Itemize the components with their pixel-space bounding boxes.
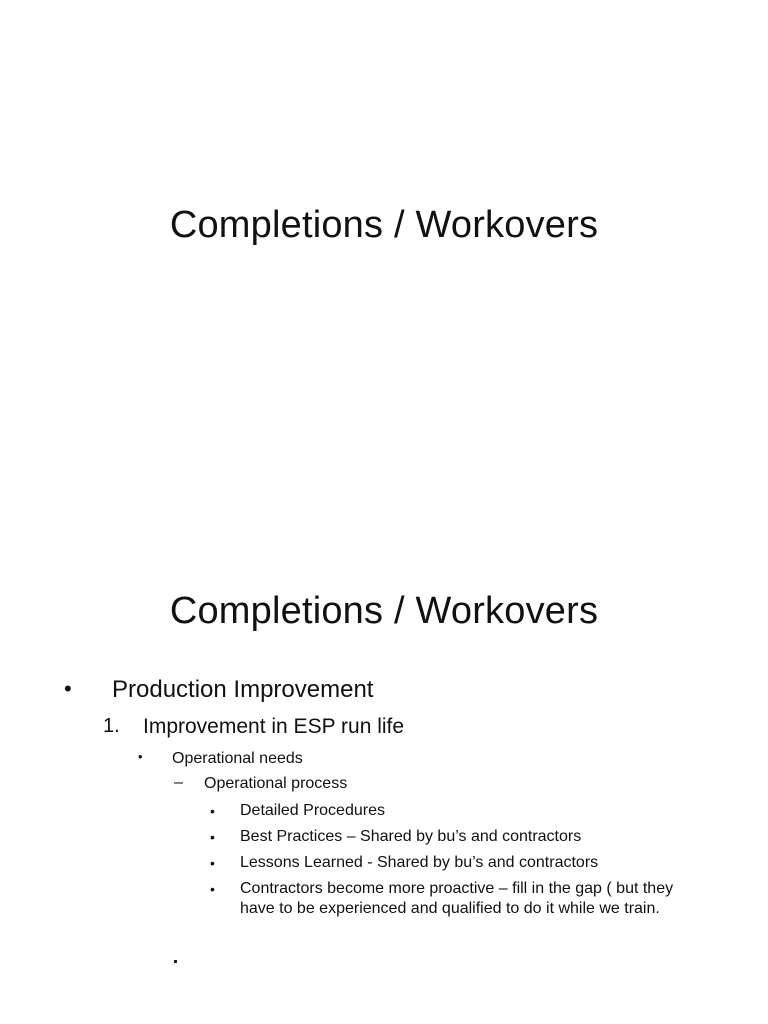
bullet-operational-needs	[138, 749, 303, 768]
bullet-best-practices	[210, 827, 582, 847]
bullet-production-improvement	[64, 676, 374, 704]
bullet-marker: •	[210, 855, 215, 871]
content-slide	[0, 512, 768, 1024]
bullet-text: Contractors become more proactive – fill in the gap ( but they have to be experienced and qualified to do it while we train.	[240, 880, 674, 917]
bullet-text: Lessons Learned - Shared by bu’s and contractors	[240, 854, 599, 871]
numbered-item-esp-run-life	[103, 715, 405, 739]
dash-marker: –	[174, 774, 183, 791]
bullet-marker: •	[210, 881, 215, 897]
bullet-contractors-proactive	[210, 879, 710, 919]
dash-item-operational-process	[174, 774, 348, 793]
bullet-text: Improvement in ESP run life	[143, 715, 405, 738]
number-marker: 1.	[103, 715, 120, 737]
bullet-marker: •	[64, 676, 72, 701]
slide-1-title: Completions / Workovers	[169, 204, 599, 246]
bullet-marker: •	[210, 803, 215, 819]
bullet-detailed-procedures	[210, 801, 385, 821]
bullet-lessons-learned	[210, 853, 599, 873]
bullet-marker: •	[210, 829, 215, 845]
bullet-text: Operational process	[204, 775, 348, 792]
slide-2-title: Completions / Workovers	[169, 590, 599, 632]
bullet-text: Best Practices – Shared by bu’s and contractors	[240, 828, 582, 845]
bullet-text: Operational needs	[172, 750, 303, 767]
bullet-text: Detailed Procedures	[240, 802, 385, 819]
bullet-marker: •	[138, 749, 143, 764]
bullet-text: Production Improvement	[112, 676, 374, 703]
stray-bullet-dot	[174, 960, 177, 963]
